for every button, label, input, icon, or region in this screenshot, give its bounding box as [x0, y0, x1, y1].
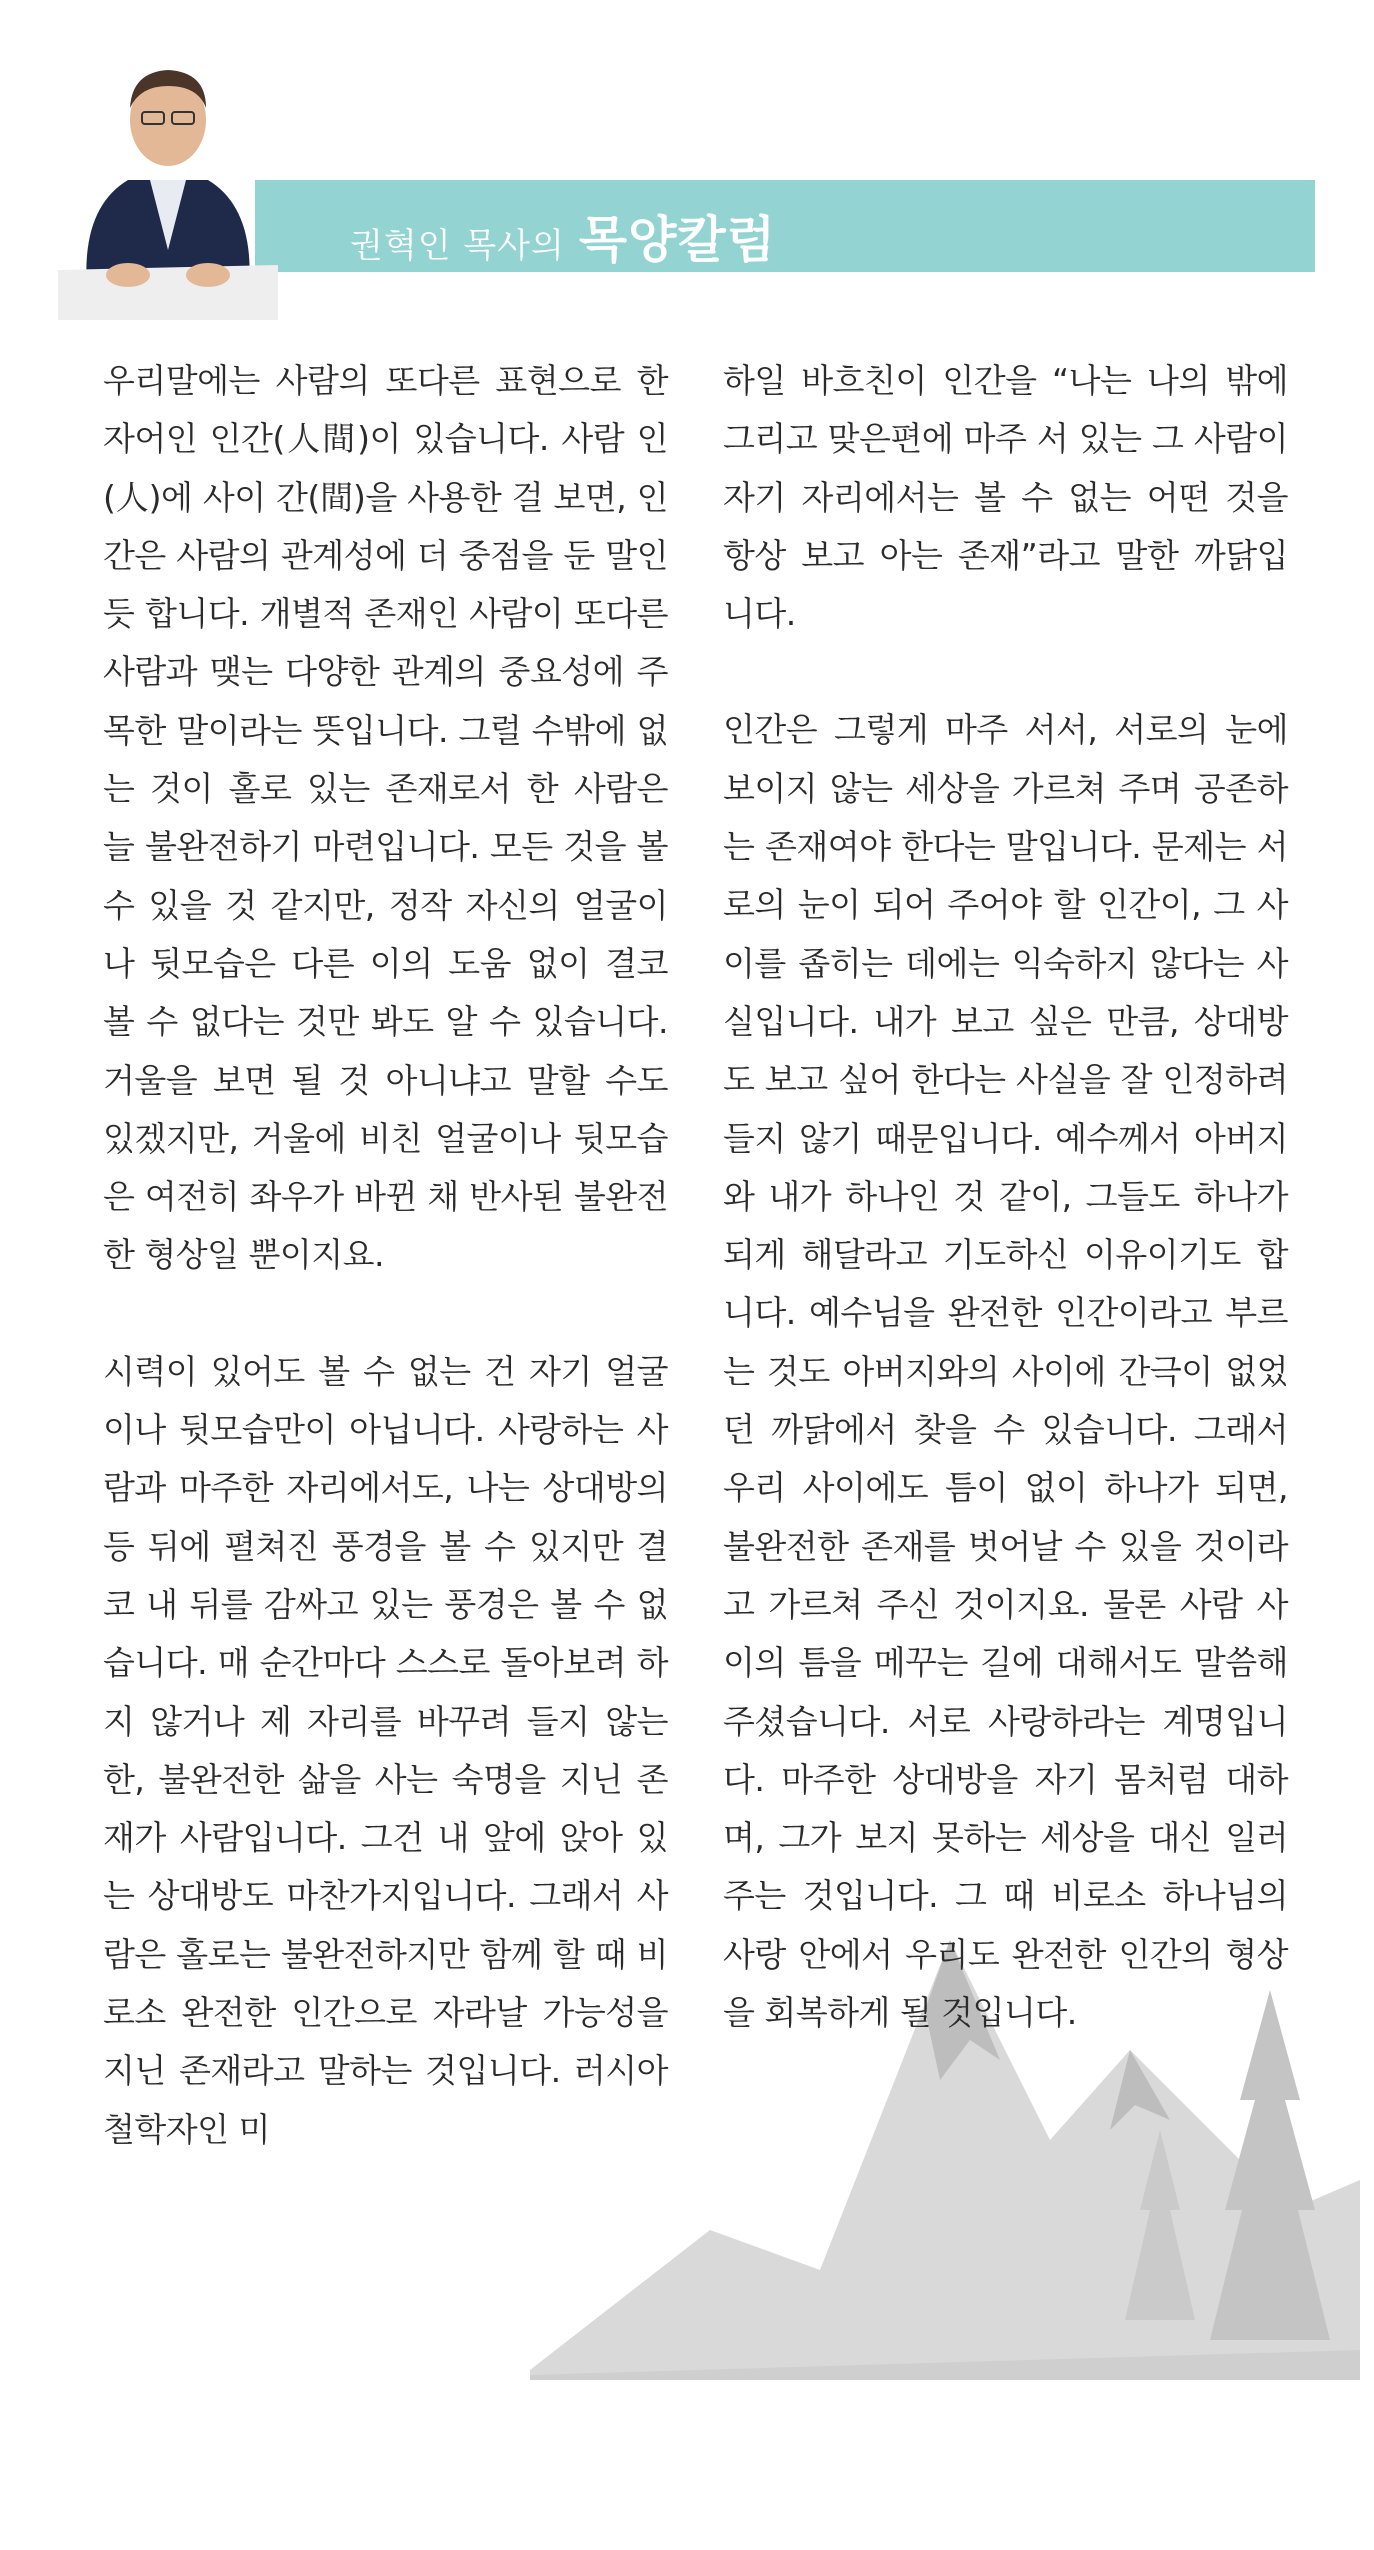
- article-column-right: [723, 352, 1288, 2042]
- article-paragraph: 하일 바흐친이 인간을 “나는 나의 밖에 그리고 맞은편에 마주 서 있는 그 사람이 자기 자리에서는 볼 수 없는 어떤 것을 항상 보고 아는 존재”라고 말한 까닭입니다.: [723, 361, 1288, 634]
- column-header-subtitle: 권혁인 목사의: [350, 226, 565, 266]
- pastor-portrait-image: [58, 50, 278, 320]
- article-column-left: [103, 352, 668, 2159]
- column-header-title: [350, 200, 777, 269]
- article-paragraph: 시력이 있어도 볼 수 없는 건 자기 얼굴이나 뒷모습만이 아닙니다. 사랑하는 사람과 마주한 자리에서도, 나는 상대방의 등 뒤에 펼쳐진 풍경을 볼 수 있지만 결코 내 뒤를 감싸고 있는 풍경은 볼 수 없습니다. 매 순간마다 스스로 돌아보려 하지 않거나 제 자리를 바꾸려 들지 않는 한, 불완전한 삶을 사는 숙명을 지닌 존재가 사람입니다. 그건 내 앞에 앉아 있는 상대방도 마찬가지입니다. 그래서 사람은 홀로는 불완전하지만 함께 할 때 비로소 완전한 인간으로 자라날 가능성을 지닌 존재라고 말하는 것입니다. 러시아 철학자인 미: [103, 1351, 668, 2149]
- article-paragraph: 인간은 그렇게 마주 서서, 서로의 눈에 보이지 않는 세상을 가르쳐 주며 공존하는 존재여야 한다는 말입니다. 문제는 서로의 눈이 되어 주어야 할 인간이, 그 사이를 좁히는 데에는 익숙하지 않다는 사실입니다. 내가 보고 싶은 만큼, 상대방도 보고 싶어 한다는 사실을 잘 인정하려 들지 않기 때문입니다. 예수께서 아버지와 내가 하나인 것 같이, 그들도 하나가 되게 해달라고 기도하신 이유이기도 합니다. 예수님을 완전한 인간이라고 부르는 것도 아버지와의 사이에 간극이 없었던 까닭에서 찾을 수 있습니다. 그래서 우리 사이에도 틈이 없이 하나가 되면, 불완전한 존재를 벗어날 수 있을 것이라고 가르쳐 주신 것이지요. 물론 사람 사이의 틈을 메꾸는 길에 대해서도 말씀해 주셨습니다. 서로 사랑하라는 계명입니다. 마주한 상대방을 자기 몸처럼 대하며, 그가 보지 못하는 세상을 대신 일러주는 것입니다. 그 때 비로소 하나님의 사랑 안에서 우리도 완전한 인간의 형상을 회복하게 될 것입니다.: [723, 710, 1288, 2033]
- article-paragraph: 우리말에는 사람의 또다른 표현으로 한자어인 인간(人間)이 있습니다. 사람 인(人)에 사이 간(間)을 사용한 걸 보면, 인간은 사람의 관계성에 더 중점을 둔 말인 듯 합니다. 개별적 존재인 사람이 또다른 사람과 맺는 다양한 관계의 중요성에 주목한 말이라는 뜻입니다. 그럴 수밖에 없는 것이 홀로 있는 존재로서 한 사람은 늘 불완전하기 마련입니다. 모든 것을 볼 수 있을 것 같지만, 정작 자신의 얼굴이나 뒷모습은 다른 이의 도움 없이 결코 볼 수 없다는 것만 봐도 알 수 있습니다. 거울을 보면 될 것 아니냐고 말할 수도 있겠지만, 거울에 비친 얼굴이나 뒷모습은 여전히 좌우가 바뀐 채 반사된 불완전한 형상일 뿐이지요.: [103, 361, 668, 1275]
- column-header-main-title: 목양칼럼: [578, 211, 777, 269]
